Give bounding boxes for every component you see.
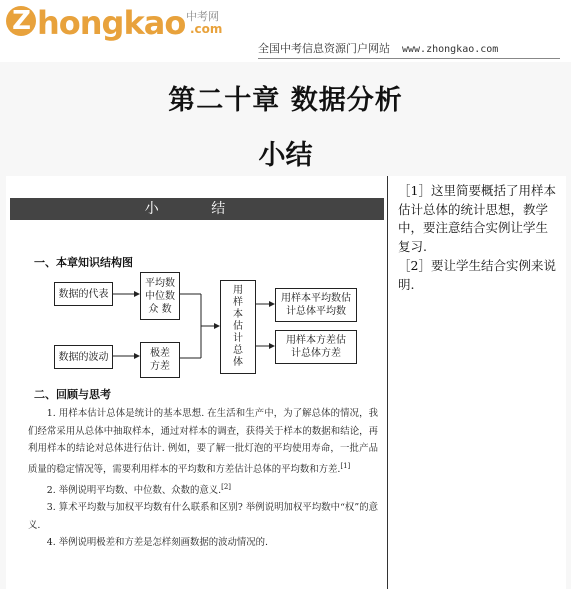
header-divider (258, 58, 560, 59)
box-sample-estimates-population (220, 280, 256, 374)
estimate-char-2: 样 (233, 297, 243, 308)
box-data-fluctuation-label: 数据的波动 (58, 351, 109, 363)
logo-chinese-name: 中考网 (186, 10, 219, 23)
estimate-char-5: 计 (233, 333, 243, 344)
estimate-char-4: 估 (233, 321, 243, 332)
summary-banner: 小 结 (10, 198, 384, 220)
estimate-char-1: 用 (233, 285, 243, 296)
box-dispersion-measures (140, 342, 180, 378)
variance-estimate-line-1: 用样本方差估 (286, 335, 346, 346)
logo-mark: Z (6, 6, 36, 36)
review-item-3: 3. 算术平均数与加权平均数有什么联系和区别? 举例说明加权平均数中“权”的意义. (28, 502, 378, 531)
site-url[interactable]: www.zhongkao.com (402, 44, 499, 55)
review-item-2-text: 2. 举例说明平均数、中位数、众数的意义. (46, 484, 222, 496)
estimate-char-3: 本 (233, 309, 243, 320)
measure-mode: 众 数 (148, 303, 172, 315)
section-title: 小结 (258, 140, 313, 171)
textbook-page-scan (6, 176, 566, 589)
footnote-ref-2: [2] (221, 482, 232, 491)
tagline-text: 全国中考信息资源门户网站 (258, 42, 390, 55)
review-questions (28, 405, 378, 552)
estimate-char-6: 总 (233, 345, 243, 356)
variance-estimate-line-2: 计总体方差 (291, 348, 341, 359)
box-central-measures (140, 272, 180, 320)
measure-range: 极差 (150, 348, 170, 359)
site-tagline (258, 40, 498, 56)
box-mean-estimate (275, 288, 357, 322)
review-item-1-text: 1. 用样本估计总体是统计的基本思想. 在生活和生产中，为了解总体的情况，我们经常采用从总体中抽取样本，通过对样本的调查，获得关于样本的数据和结论，再利用样本的结论对总体进行估计. 例如，要了解一批灯泡的平均使用寿命，一批产品质量的稳定情况等，需要利用样本的平均数和方差估计总体的平均数和方差. (28, 408, 378, 475)
section-heading-structure: 一、本章知识结构图 (34, 256, 133, 269)
margin-note-2: ［2］要让学生结合实例来说明. (398, 258, 556, 292)
section-heading-review: 二、回顾与思考 (34, 388, 111, 401)
box-data-representative (54, 282, 113, 306)
mean-estimate-line-1: 用样本平均数估 (281, 293, 351, 304)
site-header (0, 0, 571, 62)
measure-variance: 方差 (150, 361, 170, 372)
logo-text: hongkao (37, 4, 186, 42)
review-item-1 (28, 405, 378, 479)
chapter-title: 第二十章 数据分析 (168, 85, 403, 116)
review-item-4: 4. 举例说明极差和方差是怎样刻画数据的波动情况的. (46, 537, 268, 549)
footnote-ref-1: [1] (340, 461, 351, 470)
mean-estimate-line-2: 计总体平均数 (286, 306, 346, 317)
measure-mean: 平均数 (145, 277, 175, 289)
box-variance-estimate (275, 330, 357, 364)
box-data-fluctuation (54, 345, 113, 369)
review-item-2 (28, 479, 378, 500)
logo-domain-suffix: .com (190, 22, 223, 36)
estimate-char-7: 体 (233, 357, 243, 368)
measure-median: 中位数 (145, 290, 175, 302)
margin-note-1: ［1］这里简要概括了用样本估计总体的统计思想，教学中，要注意结合实例让学生复习. (398, 183, 556, 254)
site-logo[interactable] (6, 6, 185, 40)
box-data-representative-label: 数据的代表 (58, 288, 109, 300)
margin-divider (387, 176, 388, 589)
